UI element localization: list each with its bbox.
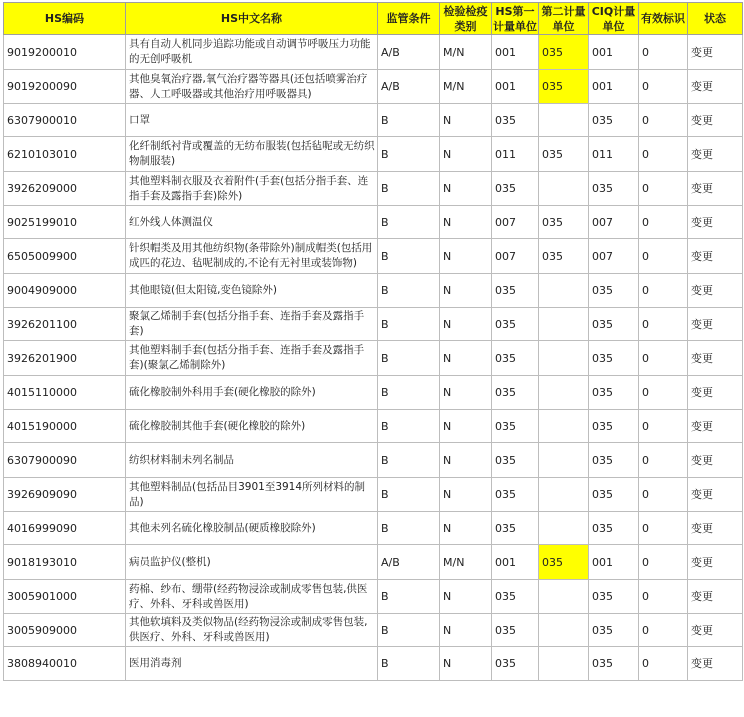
second-unit-cell [539,443,589,478]
status-cell: 变更 [688,410,743,443]
status-cell: 变更 [688,512,743,545]
table-row [4,410,743,443]
ciq-unit-cell: 035 [589,512,639,545]
table-row [4,104,743,137]
inspection-cell: N [440,104,492,137]
ciq-unit-cell: 001 [589,545,639,580]
table-row [4,443,743,478]
status-cell: 变更 [688,172,743,206]
hs-unit-cell: 007 [492,239,539,274]
inspection-cell: N [440,376,492,410]
table-row [4,70,743,104]
inspection-cell: M/N [440,35,492,70]
inspection-cell: N [440,443,492,478]
valid-flag-cell: 0 [639,512,688,545]
ciq-unit-cell: 035 [589,104,639,137]
table-row [4,545,743,580]
second-unit-cell: 035 [539,35,589,70]
hs-unit-cell: 035 [492,104,539,137]
inspection-cell: M/N [440,545,492,580]
cn-name-cell: 其他塑料制衣服及衣着附件(手套(包括分指手套、连指手套及露指手套)除外) [126,172,378,206]
valid-flag-cell: 0 [639,35,688,70]
status-cell: 变更 [688,341,743,376]
hs-unit-cell: 035 [492,512,539,545]
ciq-unit-cell: 001 [589,35,639,70]
table-row [4,478,743,512]
hs-unit-cell: 035 [492,341,539,376]
valid-flag-cell: 0 [639,443,688,478]
supervision-cell: B [378,172,440,206]
valid-flag-cell: 0 [639,647,688,681]
table-row [4,614,743,647]
header-status: 状态 [688,3,743,35]
hs-unit-cell: 035 [492,308,539,341]
header-valid-flag: 有效标识 [639,3,688,35]
valid-flag-cell: 0 [639,308,688,341]
ciq-unit-cell: 035 [589,172,639,206]
supervision-cell: B [378,478,440,512]
table-row [4,35,743,70]
supervision-cell: A/B [378,545,440,580]
inspection-cell: N [440,206,492,239]
cn-name-cell: 纺织材料制未列名制品 [126,443,378,478]
cn-name-cell: 聚氯乙烯制手套(包括分指手套、连指手套及露指手套) [126,308,378,341]
status-cell: 变更 [688,35,743,70]
status-cell: 变更 [688,206,743,239]
status-cell: 变更 [688,647,743,681]
inspection-cell: N [440,341,492,376]
header-inspection: 检验检疫类别 [440,3,492,35]
table-row [4,647,743,681]
cn-name-cell: 针织帽类及用其他纺织物(条带除外)制成帽类(包括用成匹的花边、毡呢制成的,不论有无衬里或装饰物) [126,239,378,274]
table-row [4,172,743,206]
hs-unit-cell: 035 [492,443,539,478]
hs-code-cell: 9019200090 [4,70,126,104]
status-cell: 变更 [688,308,743,341]
table-body [4,35,743,681]
status-cell: 变更 [688,614,743,647]
hs-unit-cell: 035 [492,614,539,647]
supervision-cell: B [378,443,440,478]
hs-code-cell: 4015190000 [4,410,126,443]
cn-name-cell: 其他眼镜(但太阳镜,变色镜除外) [126,274,378,308]
hs-unit-cell: 001 [492,70,539,104]
valid-flag-cell: 0 [639,580,688,614]
hs-unit-cell: 035 [492,172,539,206]
status-cell: 变更 [688,274,743,308]
status-cell: 变更 [688,376,743,410]
valid-flag-cell: 0 [639,410,688,443]
table-row [4,341,743,376]
inspection-cell: N [440,512,492,545]
table-row [4,308,743,341]
hs-unit-cell: 035 [492,647,539,681]
hs-code-cell: 3926209000 [4,172,126,206]
cn-name-cell: 硫化橡胶制其他手套(硬化橡胶的除外) [126,410,378,443]
hs-code-cell: 3926201900 [4,341,126,376]
valid-flag-cell: 0 [639,172,688,206]
second-unit-cell [539,308,589,341]
second-unit-cell [539,614,589,647]
hs-code-cell: 6307900090 [4,443,126,478]
cn-name-cell: 病员监护仪(整机) [126,545,378,580]
status-cell: 变更 [688,443,743,478]
inspection-cell: N [440,137,492,172]
hs-code-cell: 4016999090 [4,512,126,545]
supervision-cell: A/B [378,35,440,70]
hs-code-cell: 3005901000 [4,580,126,614]
table-container [3,2,743,681]
hs-unit-cell: 001 [492,35,539,70]
second-unit-cell: 035 [539,545,589,580]
supervision-cell: B [378,308,440,341]
cn-name-cell: 口罩 [126,104,378,137]
second-unit-cell: 035 [539,239,589,274]
ciq-unit-cell: 001 [589,70,639,104]
hs-code-cell: 9004909000 [4,274,126,308]
supervision-cell: B [378,274,440,308]
cn-name-cell: 其他塑料制手套(包括分指手套、连指手套及露指手套)(聚氯乙烯制除外) [126,341,378,376]
second-unit-cell [539,104,589,137]
table-row [4,206,743,239]
ciq-unit-cell: 007 [589,206,639,239]
header-row [4,3,743,35]
inspection-cell: N [440,308,492,341]
ciq-unit-cell: 035 [589,410,639,443]
ciq-unit-cell: 035 [589,478,639,512]
hs-code-cell: 4015110000 [4,376,126,410]
header-hs-code: HS编码 [4,3,126,35]
second-unit-cell [539,512,589,545]
ciq-unit-cell: 035 [589,341,639,376]
valid-flag-cell: 0 [639,137,688,172]
hs-unit-cell: 001 [492,545,539,580]
inspection-cell: N [440,614,492,647]
cn-name-cell: 化纤制纸衬背或覆盖的无纺布服装(包括毡呢或无纺织物制服装) [126,137,378,172]
table-row [4,137,743,172]
valid-flag-cell: 0 [639,104,688,137]
header-ciq-unit: CIQ计量单位 [589,3,639,35]
ciq-unit-cell: 035 [589,376,639,410]
cn-name-cell: 药棉、纱布、绷带(经药物浸涂或制成零售包装,供医疗、外科、牙科或兽医用) [126,580,378,614]
supervision-cell: B [378,647,440,681]
supervision-cell: B [378,104,440,137]
inspection-cell: N [440,580,492,614]
table-row [4,274,743,308]
inspection-cell: N [440,478,492,512]
valid-flag-cell: 0 [639,274,688,308]
ciq-unit-cell: 035 [589,580,639,614]
second-unit-cell [539,580,589,614]
valid-flag-cell: 0 [639,70,688,104]
status-cell: 变更 [688,478,743,512]
hs-code-table [3,2,743,681]
hs-unit-cell: 035 [492,580,539,614]
ciq-unit-cell: 035 [589,443,639,478]
hs-unit-cell: 007 [492,206,539,239]
second-unit-cell [539,478,589,512]
hs-code-cell: 9018193010 [4,545,126,580]
second-unit-cell [539,410,589,443]
status-cell: 变更 [688,580,743,614]
ciq-unit-cell: 011 [589,137,639,172]
status-cell: 变更 [688,239,743,274]
valid-flag-cell: 0 [639,614,688,647]
status-cell: 变更 [688,104,743,137]
cn-name-cell: 其他塑料制品(包括品目3901至3914所列材料的制品) [126,478,378,512]
valid-flag-cell: 0 [639,206,688,239]
hs-code-cell: 6307900010 [4,104,126,137]
hs-unit-cell: 035 [492,478,539,512]
cn-name-cell: 具有自动人机同步追踪功能或自动调节呼吸压力功能的无创呼吸机 [126,35,378,70]
cn-name-cell: 硫化橡胶制外科用手套(硬化橡胶的除外) [126,376,378,410]
inspection-cell: M/N [440,70,492,104]
supervision-cell: B [378,239,440,274]
hs-unit-cell: 035 [492,376,539,410]
inspection-cell: N [440,274,492,308]
hs-unit-cell: 011 [492,137,539,172]
header-cn-name: HS中文名称 [126,3,378,35]
status-cell: 变更 [688,137,743,172]
second-unit-cell: 035 [539,137,589,172]
supervision-cell: A/B [378,70,440,104]
hs-code-cell: 3005909000 [4,614,126,647]
table-row [4,580,743,614]
hs-unit-cell: 035 [492,410,539,443]
ciq-unit-cell: 035 [589,647,639,681]
cn-name-cell: 红外线人体测温仪 [126,206,378,239]
ciq-unit-cell: 035 [589,614,639,647]
supervision-cell: B [378,410,440,443]
header-hs-unit: HS第一计量单位 [493,4,537,33]
inspection-cell: N [440,647,492,681]
hs-code-cell: 9025199010 [4,206,126,239]
cn-name-cell: 其他臭氧治疗器,氧气治疗器等器具(还包括喷雾治疗器、人工呼吸器或其他治疗用呼吸器具) [126,70,378,104]
cn-name-cell: 医用消毒剂 [126,647,378,681]
hs-code-cell: 6210103010 [4,137,126,172]
supervision-cell: B [378,580,440,614]
supervision-cell: B [378,614,440,647]
cn-name-cell: 其他软填料及类似物品(经药物浸涂或制成零售包装,供医疗、外科、牙科或兽医用) [126,614,378,647]
supervision-cell: B [378,512,440,545]
hs-code-cell: 3926201100 [4,308,126,341]
table-row [4,376,743,410]
table-row [4,512,743,545]
second-unit-cell [539,647,589,681]
second-unit-cell: 035 [539,70,589,104]
hs-code-cell: 3926909090 [4,478,126,512]
second-unit-cell [539,274,589,308]
second-unit-cell [539,376,589,410]
hs-code-cell: 6505009900 [4,239,126,274]
ciq-unit-cell: 007 [589,239,639,274]
second-unit-cell [539,341,589,376]
supervision-cell: B [378,376,440,410]
header-supervision: 监管条件 [378,3,440,35]
inspection-cell: N [440,239,492,274]
valid-flag-cell: 0 [639,478,688,512]
ciq-unit-cell: 035 [589,274,639,308]
status-cell: 变更 [688,545,743,580]
second-unit-cell: 035 [539,206,589,239]
inspection-cell: N [440,172,492,206]
valid-flag-cell: 0 [639,545,688,580]
hs-code-cell: 9019200010 [4,35,126,70]
second-unit-cell [539,172,589,206]
header-second-unit: 第二计量单位 [539,3,589,35]
hs-unit-cell: 035 [492,274,539,308]
inspection-cell: N [440,410,492,443]
valid-flag-cell: 0 [639,239,688,274]
supervision-cell: B [378,137,440,172]
hs-code-cell: 3808940010 [4,647,126,681]
valid-flag-cell: 0 [639,341,688,376]
valid-flag-cell: 0 [639,376,688,410]
cn-name-cell: 其他未列名硫化橡胶制品(硬质橡胶除外) [126,512,378,545]
supervision-cell: B [378,341,440,376]
table-row [4,239,743,274]
supervision-cell: B [378,206,440,239]
ciq-unit-cell: 035 [589,308,639,341]
status-cell: 变更 [688,70,743,104]
